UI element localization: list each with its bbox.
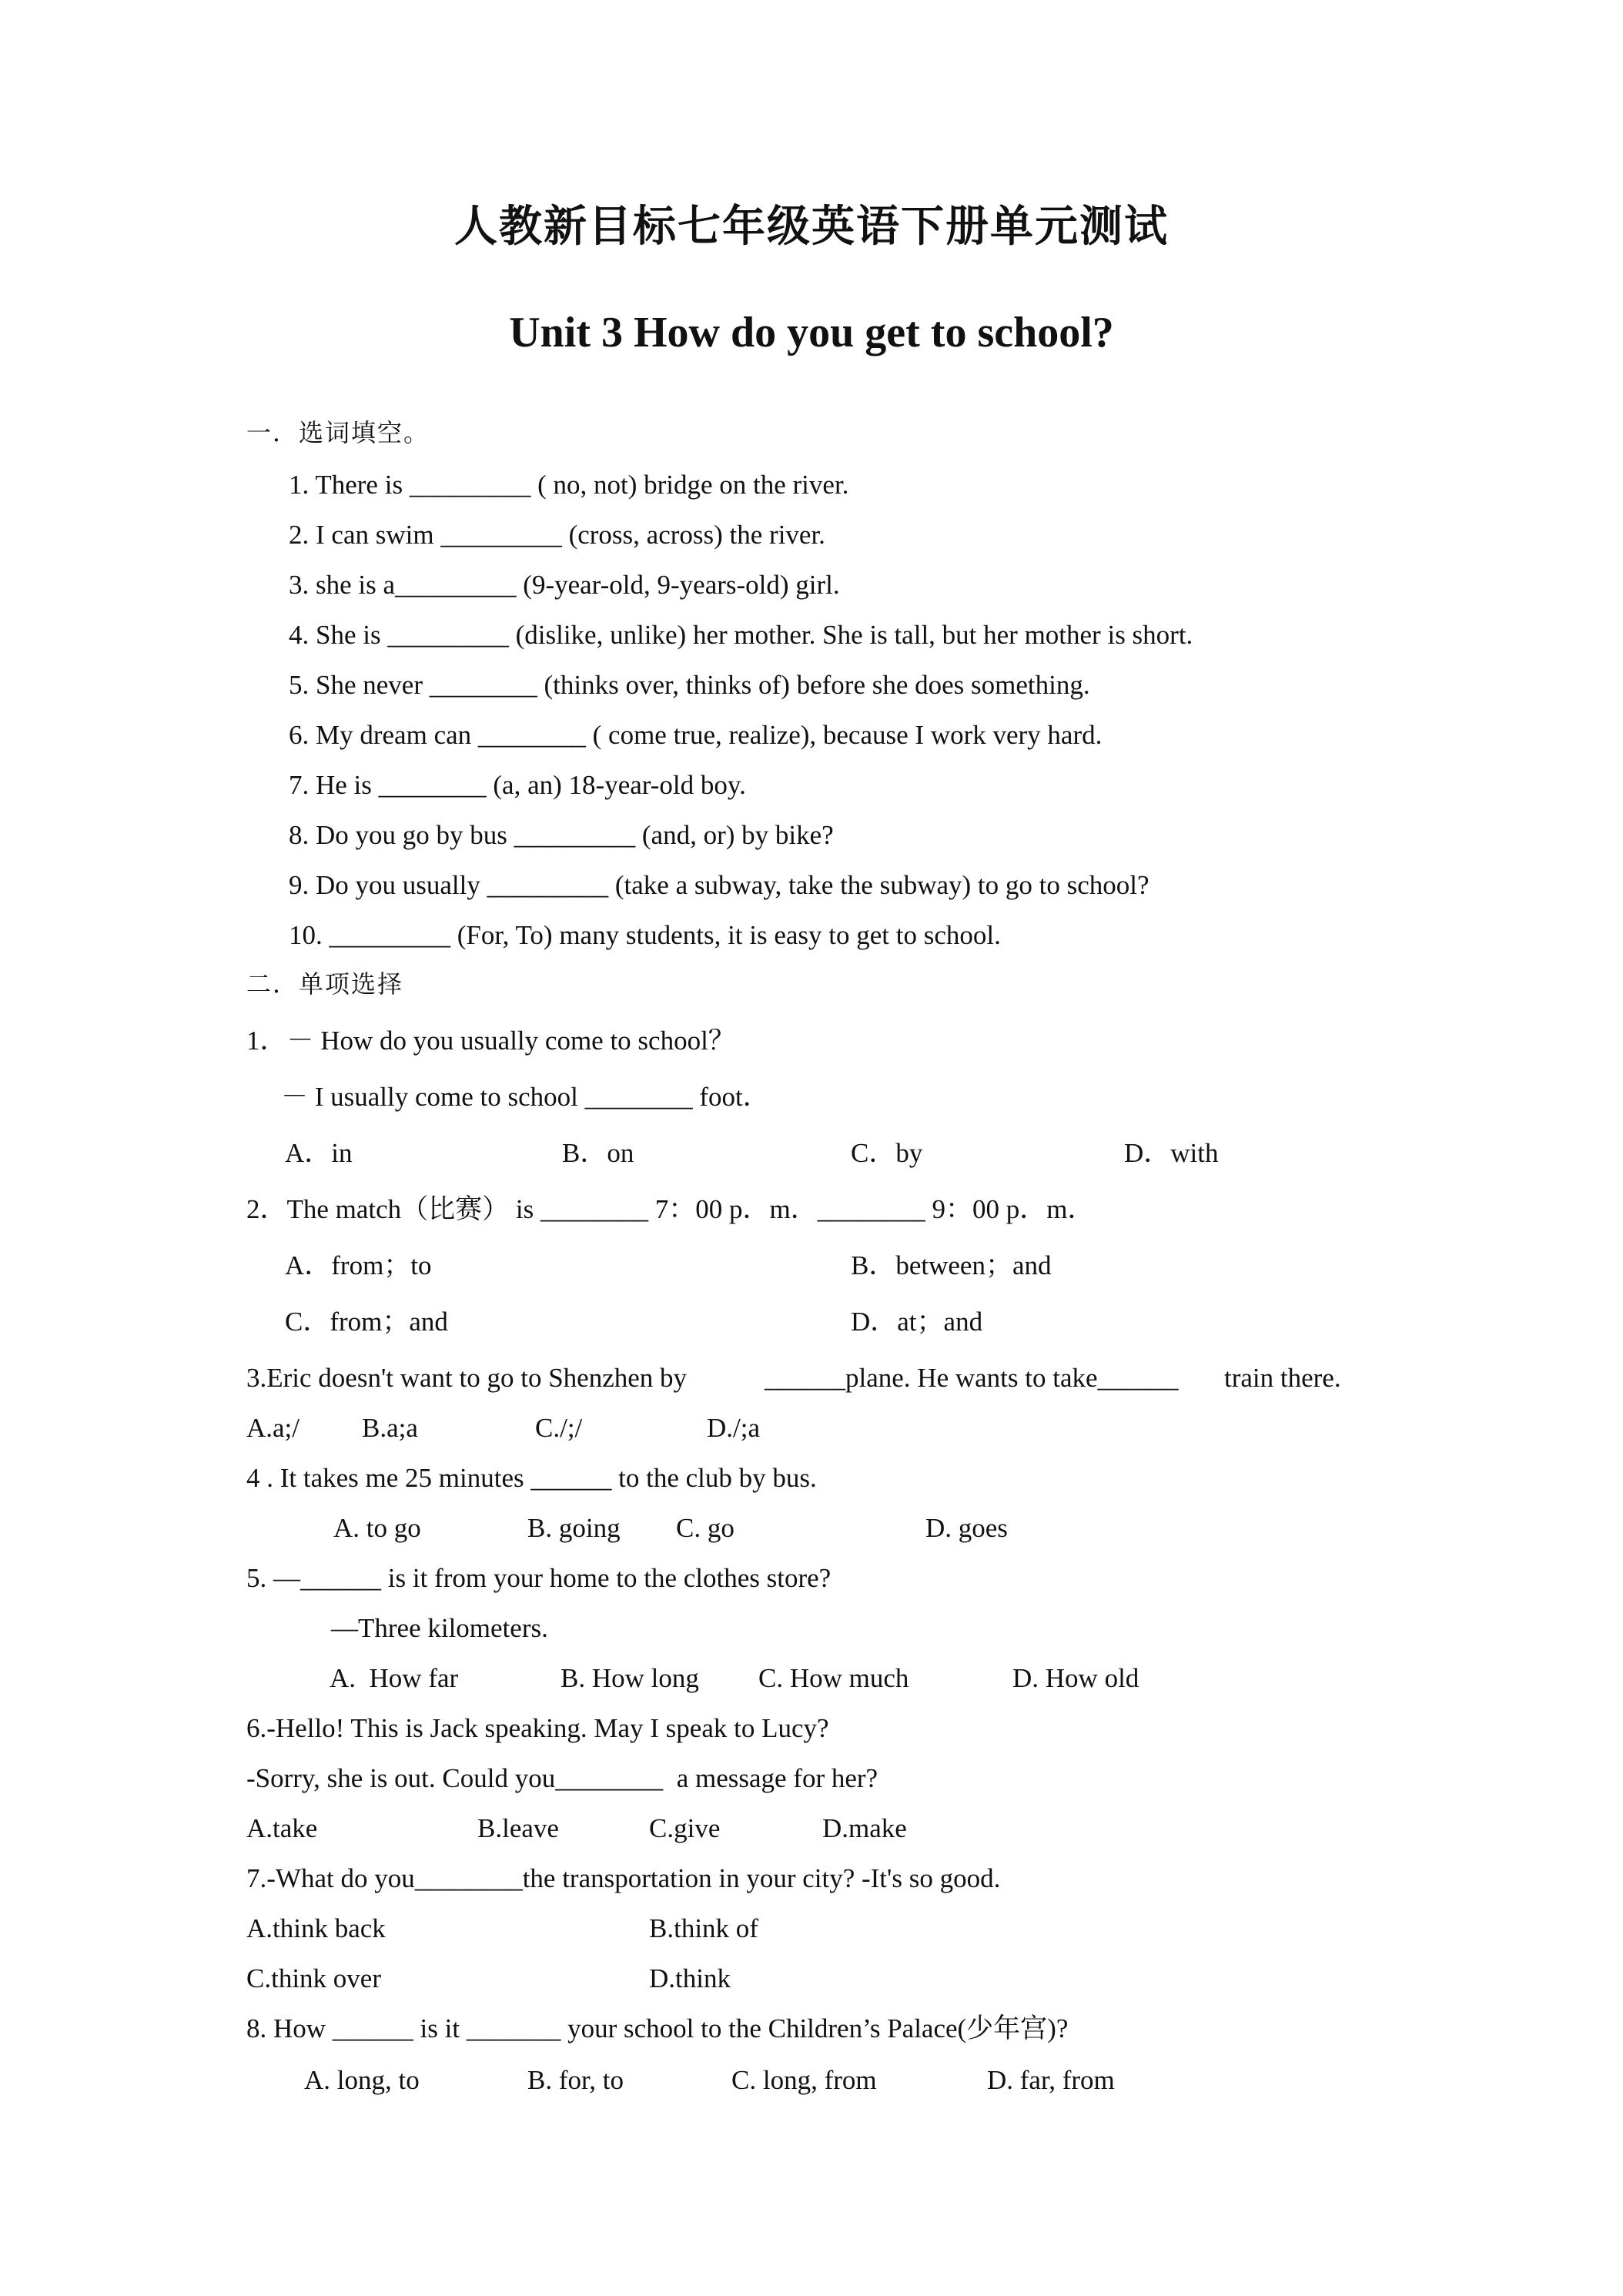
option-d: D.think (649, 1963, 731, 1993)
option-a: A.take (246, 1813, 318, 1843)
option-a: A. How far (330, 1663, 459, 1693)
option-a: A.think back (246, 1913, 386, 1943)
fill-in-item: 6. My dream can ________ ( come true, realize), because I work very hard. (289, 720, 1103, 750)
option-b: B．on (562, 1138, 634, 1168)
question-stem: 2．The match（比赛） is ________ 7：00 p．m．________ 9：00 p．m． (246, 1194, 1095, 1224)
option-d: D.make (822, 1813, 907, 1843)
option-c: C./;/ (535, 1413, 583, 1443)
option-c: C. go (676, 1513, 735, 1543)
question-stem: － I usually come to school ________ foot． (281, 1082, 770, 1112)
option-b: B. How long (561, 1663, 699, 1693)
section-heading-multiple-choice: 二．单项选择 (246, 969, 404, 999)
fill-in-item: 4. She is _________ (dislike, unlike) her mother. She is tall, but her mother is short. (289, 620, 1193, 650)
option-d: D./;a (707, 1413, 761, 1443)
option-b: B. for, to (527, 2065, 624, 2095)
question-stem: 7.-What do you________the transportation in your city? -It's so good. (246, 1863, 1001, 1893)
option-a: A. to go (333, 1513, 421, 1543)
question-stem: 3.Eric doesn't want to go to Shenzhen by (246, 1363, 688, 1393)
section-heading-fill-in: 一．选词填空。 (246, 418, 430, 447)
question-stem: 4 . It takes me 25 minutes ______ to the club by bus. (246, 1463, 817, 1493)
question-stem: 8. How ______ is it _______ your school to the Children’s Palace(少年宫)? (246, 2013, 1069, 2043)
fill-in-item: 9. Do you usually _________ (take a subway, take the subway) to go to school? (289, 870, 1149, 900)
option-b: B．between；and (851, 1250, 1052, 1280)
option-c: C.think over (246, 1963, 381, 1993)
question-stem: train there. (1224, 1363, 1341, 1393)
option-d: D. far, from (987, 2065, 1115, 2095)
option-b: B.think of (649, 1913, 758, 1943)
option-d: D. goes (925, 1513, 1008, 1543)
option-b: B.a;a (362, 1413, 418, 1443)
page-title-unit: Unit 3 How do you get to school? (509, 309, 1114, 356)
option-a: A. long, to (304, 2065, 420, 2095)
fill-in-item: 8. Do you go by bus _________ (and, or) by bike? (289, 820, 834, 850)
question-stem: -Sorry, she is out. Could you________ a message for her? (246, 1763, 878, 1793)
option-c: C. long, from (731, 2065, 877, 2095)
fill-in-item: 10. _________ (For, To) many students, it is easy to get to school. (289, 920, 1001, 950)
fill-in-item: 3. she is a_________ (9-year-old, 9-years-old) girl. (289, 570, 840, 600)
option-d: D. How old (1012, 1663, 1139, 1693)
fill-in-item: 2. I can swim _________ (cross, across) the river. (289, 520, 825, 550)
page-title-chinese: 人教新目标七年级英语下册单元测试 (454, 202, 1169, 252)
option-c: C.give (649, 1813, 721, 1843)
question-stem: ______plane. He wants to take______ (765, 1363, 1179, 1393)
option-b: B.leave (477, 1813, 559, 1843)
fill-in-item: 1. There is _________ ( no, not) bridge on the river. (289, 470, 849, 500)
option-a: A．from；to (285, 1250, 432, 1280)
option-c: C．by (851, 1138, 923, 1168)
option-d: D．with (1124, 1138, 1219, 1168)
fill-in-item: 7. He is ________ (a, an) 18-year-old boy. (289, 770, 746, 800)
option-c: C．from；and (285, 1307, 448, 1337)
option-d: D．at；and (851, 1307, 983, 1337)
question-stem: 1．－ How do you usually come to school？ (246, 1026, 735, 1056)
option-c: C. How much (758, 1663, 909, 1693)
question-stem: 5. —______ is it from your home to the clothes store? (246, 1563, 832, 1593)
option-a: A．in (285, 1138, 353, 1168)
fill-in-item: 5. She never ________ (thinks over, thinks of) before she does something. (289, 670, 1090, 700)
question-stem: 6.-Hello! This is Jack speaking. May I speak to Lucy? (246, 1713, 829, 1743)
question-stem: —Three kilometers. (331, 1613, 548, 1643)
option-a: A.a;/ (246, 1413, 300, 1443)
option-b: B. going (527, 1513, 621, 1543)
